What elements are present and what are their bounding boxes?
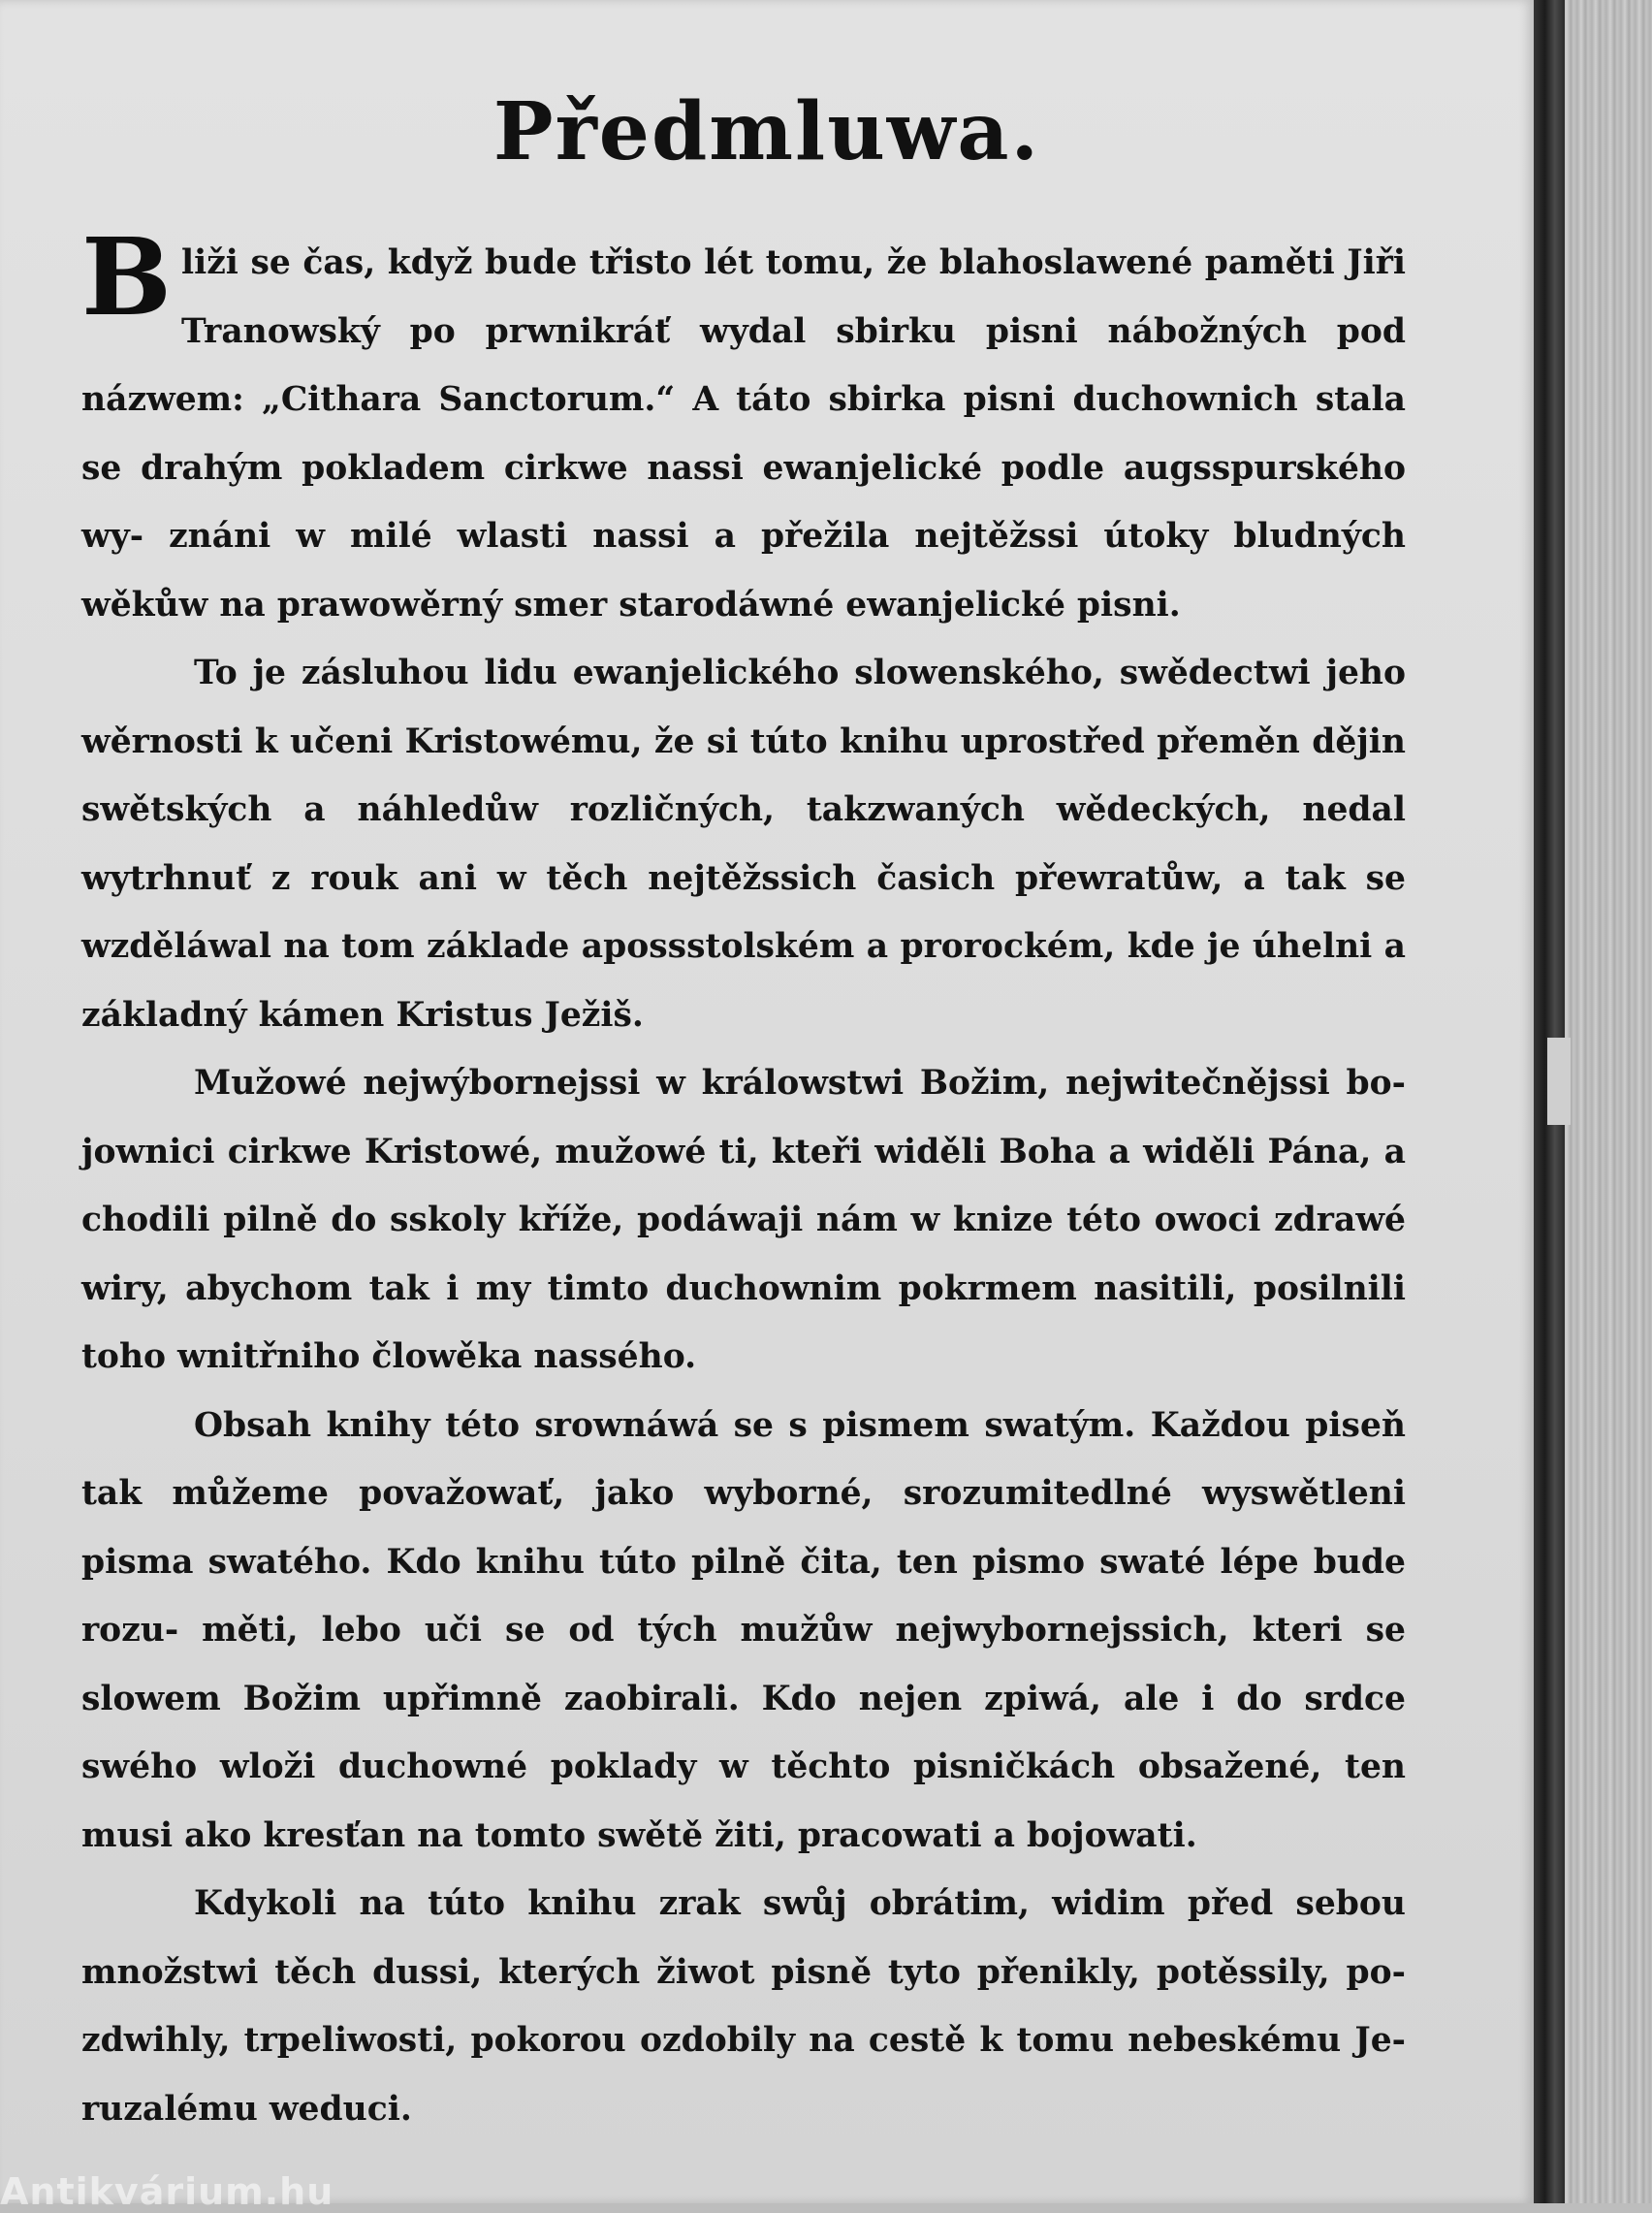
paragraph-2: To je zásluhou lidu ewanjelického slowenského, swědectwi jeho wěrnosti k učeni Kristowému, že si túto knihu uprostřed přeměn dějin swětských a náhledůw rozličných, takzwaných wědeckých, nedal wytrhnuť z rouk ani w těch nejtěžssich časich přewratůw, a tak se wzděláwal na tom základe apossstolském a prorockém, kde je úhelni a základný kámen Kristus Ježiš. (81, 654, 1406, 1035)
binding-gap (1547, 1038, 1571, 1125)
paragraph-1 (81, 214, 1406, 639)
paragraph-3: Mužowé nejwýbornejssi w králowstwi Božim, nejwitečnějssi bo- jownici cirkwe Kristowé, mužowé ti, kteři widěli Boha a widěli Pána, a chodili pilně do sskoly kříže, podáwaji nám w knize této owoci zdrawé wiry, abychom tak i my timto duchownim pokrmem nasitili, posilnili toho wnitřniho člowěka nassého. (81, 1064, 1406, 1376)
preface-body (81, 214, 1406, 2143)
paragraph-1-text: liži se čas, když bude třisto lét tomu, že blahoslawené paměti Jiři Tranowský po prwnikráť wydal sbirku pisni nábožných pod názwem: „Cithara Sanctorum.“ A táto sbirka pisni duchownich stala se drahým pokladem cirkwe nassi ewanjelické podle augsspurského wy- znáni w milé wlasti nassi a přežila nejtěžssi útoky bludných wěkůw na prawowěrný smer starodáwné ewanjelické pisni. (81, 243, 1406, 625)
page-title: Předmluwa. (492, 85, 1041, 178)
paragraph-4: Obsah knihy této srownáwá se s pismem swatým. Každou piseň tak můžeme považowať, jako wyborné, srozumitedlné wyswětleni pisma swatého. Kdo knihu túto pilně čita, ten pismo swaté lépe bude rozu- měti, lebo uči se od tých mužůw nejwybornejssich, kteri se slowem Božim upřimně zaobirali. Kdo nejen zpiwá, ale i do srdce swého wloži duchowné poklady w těchto pisničkách obsažené, ten musi ako kresťan na tomto swětě žiti, pracowati a bojowati. (81, 1405, 1406, 1855)
drop-cap: B (81, 214, 172, 339)
watermark: Antikvárium.hu (0, 2170, 334, 2213)
paragraph-5: Kdykoli na túto knihu zrak swůj obrátim, widim před sebou množstwi těch dussi, kterých žiwot pisně tyto přenikly, potěssily, po- zdwihly, trpeliwosti, pokorou ozdobily na cestě k tomu nebeskému Je- ruzalému weduci. (81, 1884, 1406, 2129)
